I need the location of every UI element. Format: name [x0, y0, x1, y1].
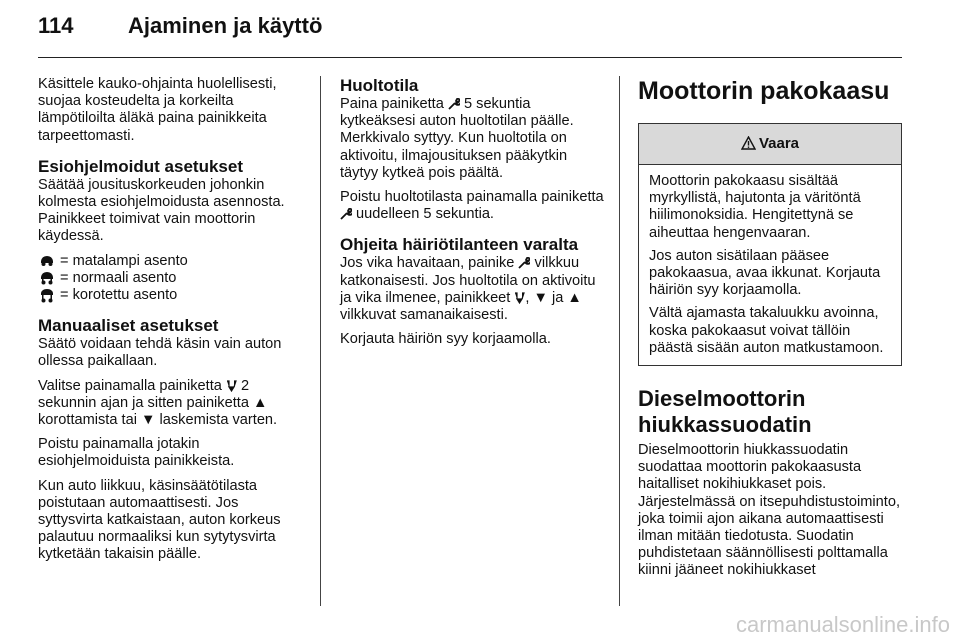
page-number: 114	[38, 13, 74, 38]
fault-paragraph-2: Korjauta häiriön syy korjaamolla.	[340, 331, 551, 348]
legend-item	[38, 253, 304, 270]
text-segment: 5 sekuntia kytkeäksesi auton huoltotilan päälle. Merkkivalo syttyy. Kun huoltotila on aktivoitu, ilmajousituksen pääkytkin täytyy kytkeä pois päältä.	[340, 96, 574, 181]
manual-paragraph-3: Poistu painamalla jotakin esiohjelmoiduista painikkeista.	[38, 436, 235, 470]
intro-paragraph: Käsittele kauko-ohjainta huolellisesti, suojaa kosteudelta ja korkeilta lämpötiloilta äläkä paina painikkeita tarpeettomasti.	[38, 76, 277, 144]
car-low-icon	[38, 255, 56, 267]
text-segment: , ▼ ja ▲ vilkkuvat samanaikaisesti.	[340, 289, 582, 324]
car-normal-icon	[38, 272, 56, 285]
exhaust-heading: Moottorin pakokaasu	[638, 77, 890, 105]
wrench-icon	[340, 206, 352, 222]
warning-paragraph-3: Vältä ajamasta takaluukku avoinna, koska pakokaasut voivat tällöin päästä sisään auton matkustamoon.	[649, 305, 884, 356]
page-title: Ajaminen ja käyttö	[128, 13, 323, 38]
dpf-paragraph: Dieselmoottorin hiukkassuodatin suodattaa moottorin pakokaasusta haitalliset nokihiukkaset pois. Järjestelmässä on itsepuhdistustoiminto, joka toimii ajon aikana automaattisesti ilman mitään tiedotusta. Suodatin puhdistetaan säännöllisesti polttamalla kiinni jääneet nokihiukkaset	[638, 442, 901, 579]
car-raised-icon	[38, 289, 56, 303]
service-heading: Huoltotila	[340, 76, 419, 95]
text-segment: uudelleen 5 sekuntia.	[352, 206, 494, 223]
text-segment: 2 sekunnin ajan ja sitten painiketta ▲ korottamista tai ▼ laskemista varten.	[38, 377, 278, 428]
fault-paragraph-1	[340, 255, 604, 324]
column-divider-1	[320, 76, 321, 606]
legend-text: = korotettu asento	[60, 287, 178, 303]
legend-item	[38, 270, 304, 287]
text-segment: Paina painiketta	[340, 96, 448, 112]
page-header	[38, 13, 322, 53]
service-paragraph-1	[340, 96, 604, 182]
warning-header	[639, 124, 901, 165]
legend-item	[38, 287, 304, 304]
dpf-heading: Dieselmoottorin hiukkassuodatin	[638, 386, 812, 438]
preset-heading: Esiohjelmoidut asetukset	[38, 156, 243, 176]
wrench-icon	[448, 96, 460, 112]
watermark: carmanualsonline.info	[735, 612, 950, 637]
text-segment: vilkkuu katkonaisesti. Jos huoltotila on aktivoitu ja vika ilmenee, painikkeet	[340, 255, 596, 306]
column-3	[638, 76, 902, 587]
warning-triangle-icon	[741, 135, 756, 152]
manual-heading: Manuaaliset asetukset	[38, 316, 219, 336]
column-divider-2	[619, 76, 620, 606]
warning-box	[638, 123, 902, 366]
wrench-icon	[518, 255, 530, 271]
manual-paragraph-2	[38, 378, 304, 430]
service-paragraph-2	[340, 189, 604, 223]
text-segment: Valitse painamalla painiketta	[38, 377, 226, 394]
preset-paragraph: Säätää jousituskorkeuden johonkin kolmesta esiohjelmoidusta asennosta. Painikkeet toimivat vain moottorin käydessä.	[38, 176, 285, 245]
header-divider	[38, 57, 902, 58]
warning-paragraph-2: Jos auton sisätilaan pääsee pakokaasua, avaa ikkunat. Korjauta häiriön syy korjaamolla.	[649, 247, 881, 299]
legend-text: = matalampi asento	[60, 252, 188, 269]
manual-paragraph-4: Kun auto liikkuu, käsinsäätötilasta poistutaan automaattisesti. Jos syttysvirta katkaistaan, auton korkeus palautuu normaaliksi kun sytytysvirta kytketään takaisin päälle.	[38, 477, 281, 563]
manual-paragraph-1: Säätö voidaan tehdä käsin vain auton ollessa paikallaan.	[38, 336, 282, 370]
legend-text: = normaali asento	[60, 269, 177, 286]
warning-title: Vaara	[758, 135, 800, 153]
text-segment: Jos vika havaitaan, painike	[340, 255, 519, 272]
fault-heading: Ohjeita häiriötilanteen varalta	[340, 235, 579, 255]
column-2	[340, 76, 604, 355]
suspension-button-icon	[226, 378, 237, 394]
text-segment: Poistu huoltotilasta painamalla painiketta	[340, 189, 604, 206]
suspension-button-icon	[514, 290, 525, 306]
warning-body	[639, 165, 901, 365]
legend-list	[38, 253, 304, 305]
column-1	[38, 76, 304, 571]
warning-paragraph-1: Moottorin pakokaasu sisältää myrkyllistä, hajutonta ja väritöntä hiilimonoksidia. Hengitettynä se aiheuttaa hengenvaaran.	[649, 173, 861, 241]
